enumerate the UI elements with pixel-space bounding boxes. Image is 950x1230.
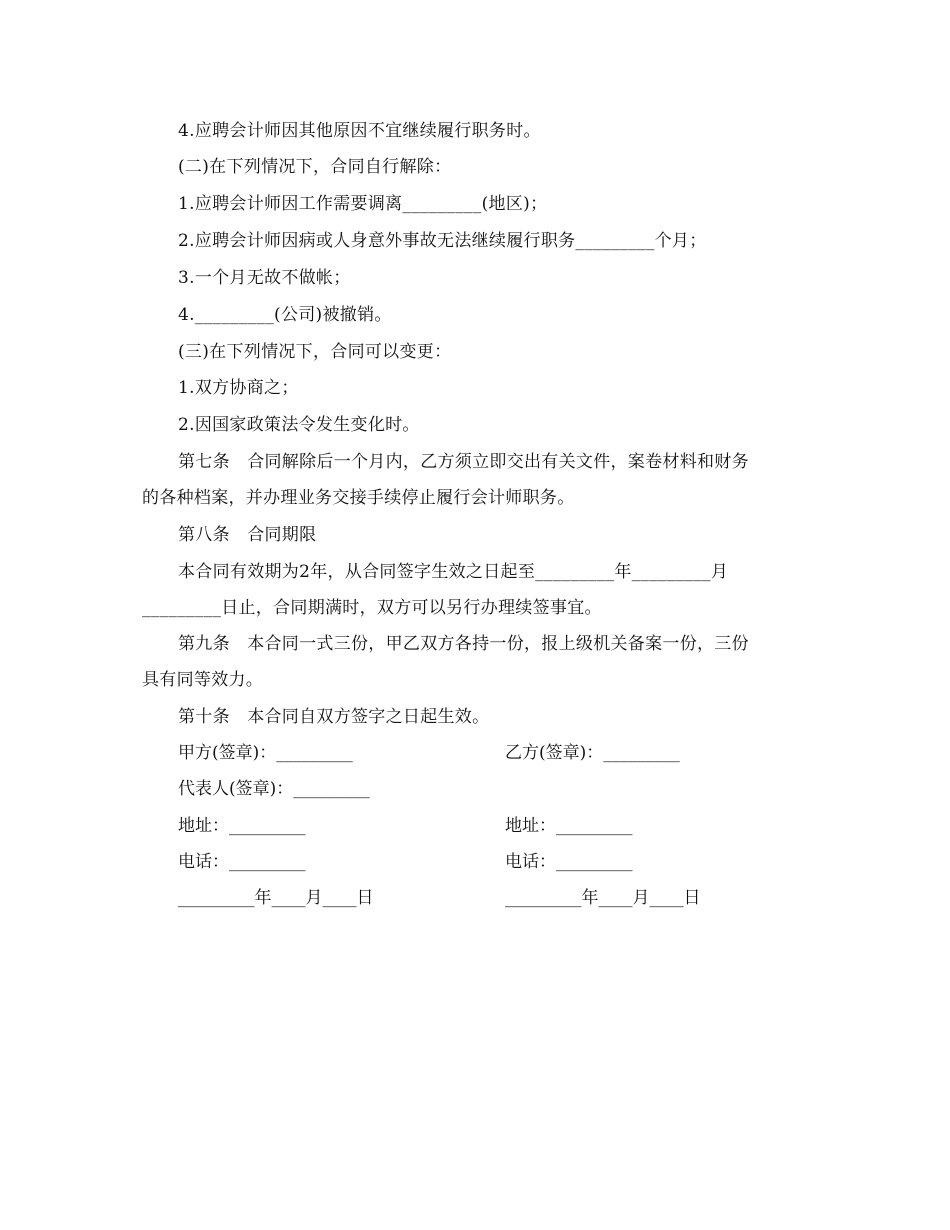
article-7-line-1: 第七条 合同解除后一个月内，乙方须立即交出有关文件，案卷材料和财务 xyxy=(178,452,749,472)
section-heading-amendment: (三)在下列情况下，合同可以变更： xyxy=(178,342,452,362)
party-b-date: _________年____月____日 xyxy=(505,888,701,908)
clause-item-4-other-reasons: 4.应聘会计师因其他原因不宜继续履行职务时。 xyxy=(178,121,541,141)
party-a-phone: 电话：_________ xyxy=(178,852,306,872)
section-heading-auto-termination: (二)在下列情况下，合同自行解除： xyxy=(178,157,452,177)
article-8-term-line-2: _________日止，合同期满时，双方可以另行办理续签事宜。 xyxy=(142,598,602,618)
article-7-line-2: 的各种档案，并办理业务交接手续停止履行会计师职务。 xyxy=(142,488,575,508)
party-b-signature: 乙方(签章)：_________ xyxy=(505,743,680,763)
clause-item-1-mutual-agreement: 1.双方协商之； xyxy=(178,378,299,398)
representative-signature: 代表人(签章)：_________ xyxy=(178,779,370,799)
party-a-date: _________年____月____日 xyxy=(178,888,374,908)
article-9-line-2: 具有同等效力。 xyxy=(142,670,264,690)
party-b-phone: 电话：_________ xyxy=(505,852,633,872)
clause-item-1-transfer: 1.应聘会计师因工作需要调离_________(地区)； xyxy=(178,194,548,214)
clause-item-4-company-revoked: 4._________(公司)被撤销。 xyxy=(178,305,392,325)
article-8-heading: 第八条 合同期限 xyxy=(178,525,317,545)
article-8-term-line-1: 本合同有效期为2年，从合同签字生效之日起至_________年_________月 xyxy=(178,562,729,582)
article-10: 第十条 本合同自双方签字之日起生效。 xyxy=(178,707,490,727)
clause-item-2-illness: 2.应聘会计师因病或人身意外事故无法继续履行职务_________个月； xyxy=(178,231,707,251)
article-9-line-1: 第九条 本合同一式三份，甲乙双方各持一份，报上级机关备案一份，三份 xyxy=(178,634,749,654)
clause-item-3-no-bookkeeping: 3.一个月无故不做帐； xyxy=(178,268,351,288)
clause-item-2-policy-change: 2.因国家政策法令发生变化时。 xyxy=(178,415,420,435)
party-a-address: 地址：_________ xyxy=(178,816,306,836)
party-b-address: 地址：_________ xyxy=(505,816,633,836)
party-a-signature: 甲方(签章)：_________ xyxy=(178,743,353,763)
